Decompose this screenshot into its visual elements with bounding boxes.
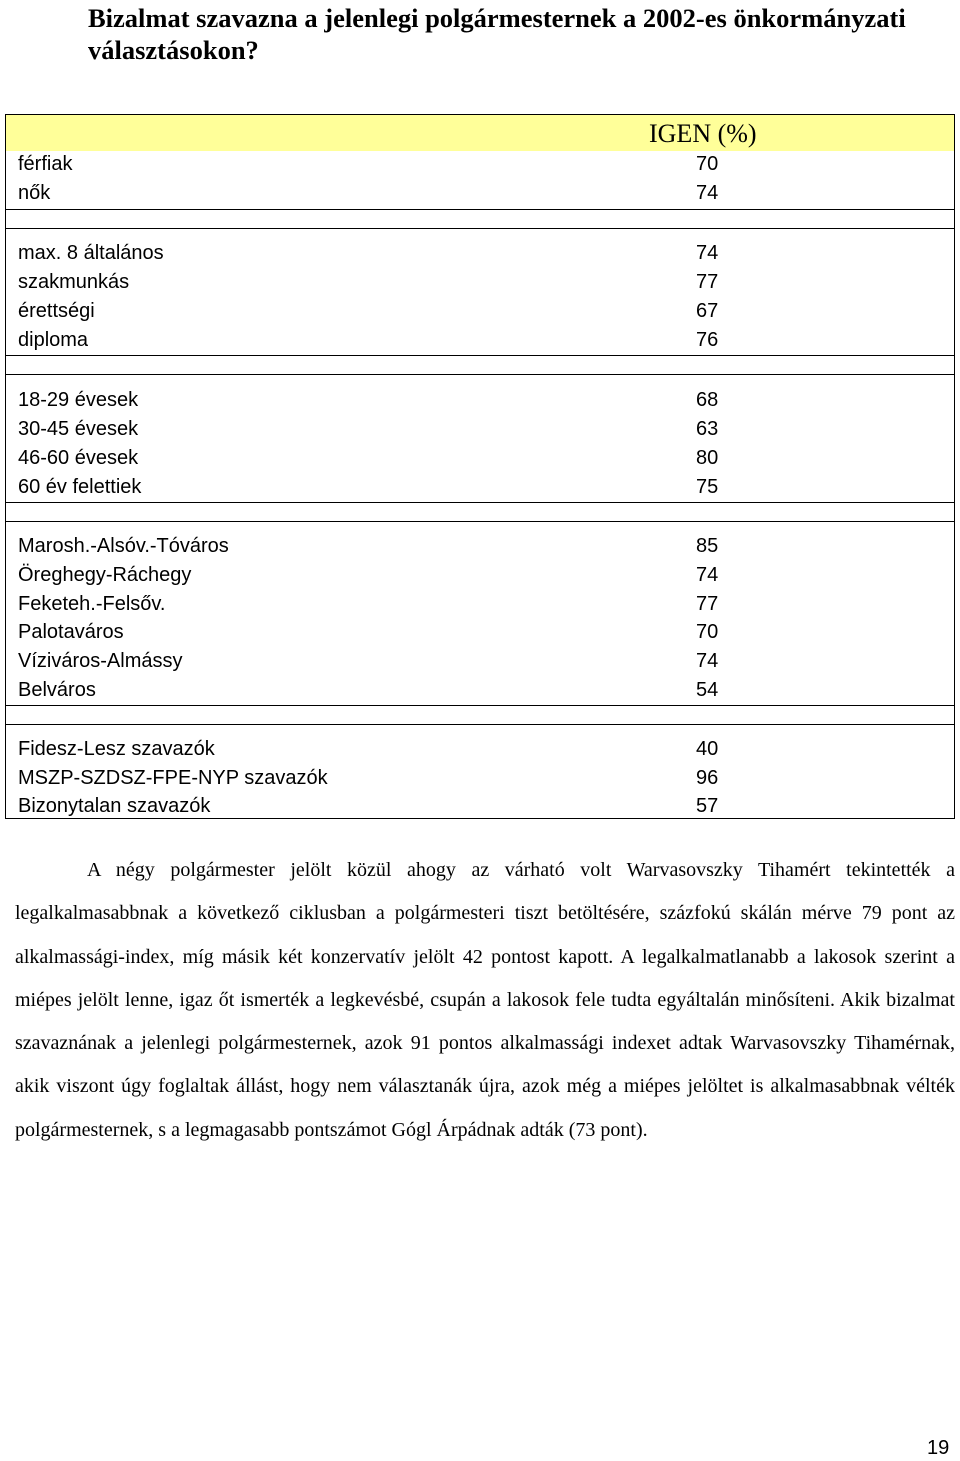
table-row <box>6 326 954 355</box>
row-label: Belváros <box>18 679 96 701</box>
table-row <box>6 415 954 444</box>
row-value: 77 <box>696 593 719 615</box>
row-label: Víziváros-Almássy <box>18 650 183 672</box>
table-row <box>6 735 954 764</box>
row-value: 74 <box>696 564 719 586</box>
body-paragraph-text: A négy polgármester jelölt közül ahogy az várható volt Warvasovszky Tihamért tekintették a legalkalmasabbnak a következő ciklusban a polgármesteri tiszt betöltésére, százfokú skálán mérve 79 pont az alkalmassági-index, míg másik két konzervatív jelölt 42 pontost kapott. A legalkalmatlanabb a lakosok szerint a miépes jelölt lenne, igaz őt ismerték a legkevésbé, csupán a lakosok fele tudta egyáltalán minősíteni. Akik bizalmat szavaznának a jelenlegi polgármesternek, azok 91 pontos alkalmassági indexet adtak Warvasovszky Tihamérnak, akik viszont úgy foglaltak állást, hogy nem választanák újra, azok még a miépes jelöltet is alkalmasabbnak vélték polgármesternek, s a legmagasabb pontszámot Gógl Árpádnak adták (73 pont). <box>15 859 955 1141</box>
row-label: Öreghegy-Ráchegy <box>18 564 192 586</box>
table-row <box>6 618 954 647</box>
row-value: 80 <box>696 447 719 469</box>
survey-table <box>5 114 955 819</box>
table-row <box>6 150 954 179</box>
row-value: 85 <box>696 535 719 557</box>
row-value: 74 <box>696 182 719 204</box>
group-separator <box>6 502 954 522</box>
row-label: diploma <box>18 329 89 351</box>
row-value: 77 <box>696 271 719 293</box>
row-value: 57 <box>696 795 719 817</box>
table-row <box>6 532 954 561</box>
row-value: 67 <box>696 300 719 322</box>
row-label: férfiak <box>18 153 73 175</box>
row-value: 70 <box>696 621 719 643</box>
group-separator <box>6 705 954 725</box>
row-label: max. 8 általános <box>18 242 164 264</box>
row-label: szakmunkás <box>18 271 130 293</box>
table-row <box>6 792 954 821</box>
row-value: 74 <box>696 650 719 672</box>
page-title: Bizalmat szavazna a jelenlegi polgármesternek a 2002-es önkormányzati választásokon? <box>88 3 906 65</box>
row-value: 74 <box>696 242 719 264</box>
row-label: Marosh.-Alsóv.-Tóváros <box>18 535 229 557</box>
row-label: nők <box>18 182 51 204</box>
table-row <box>6 647 954 676</box>
row-label: Feketeh.-Felsőv. <box>18 593 166 615</box>
row-value: 75 <box>696 476 719 498</box>
row-label: 60 év felettiek <box>18 476 142 498</box>
table-row <box>6 764 954 793</box>
table-row <box>6 590 954 619</box>
row-value: 68 <box>696 389 719 411</box>
column-header-igen: IGEN (%) <box>649 119 757 148</box>
page-number: 19 <box>927 1437 950 1459</box>
row-value: 70 <box>696 153 719 175</box>
body-paragraph <box>15 849 955 1152</box>
group-separator <box>6 355 954 375</box>
row-value: 76 <box>696 329 719 351</box>
row-label: érettségi <box>18 300 95 322</box>
table-row <box>6 268 954 297</box>
table-row <box>6 386 954 415</box>
row-label: MSZP-SZDSZ-FPE-NYP szavazók <box>18 767 328 789</box>
group-separator <box>6 209 954 229</box>
row-label: 46-60 évesek <box>18 447 139 469</box>
table-row <box>6 561 954 590</box>
row-label: 30-45 évesek <box>18 418 139 440</box>
row-value: 40 <box>696 738 719 760</box>
table-row <box>6 179 954 208</box>
table-row <box>6 473 954 502</box>
row-value: 54 <box>696 679 719 701</box>
row-value: 63 <box>696 418 719 440</box>
table-row <box>6 239 954 268</box>
table-row <box>6 676 954 705</box>
table-header <box>6 115 954 151</box>
row-label: Palotaváros <box>18 621 124 643</box>
row-label: Bizonytalan szavazók <box>18 795 211 817</box>
table-row <box>6 444 954 473</box>
row-value: 96 <box>696 767 719 789</box>
row-label: Fidesz-Lesz szavazók <box>18 738 215 760</box>
row-label: 18-29 évesek <box>18 389 139 411</box>
table-row <box>6 297 954 326</box>
